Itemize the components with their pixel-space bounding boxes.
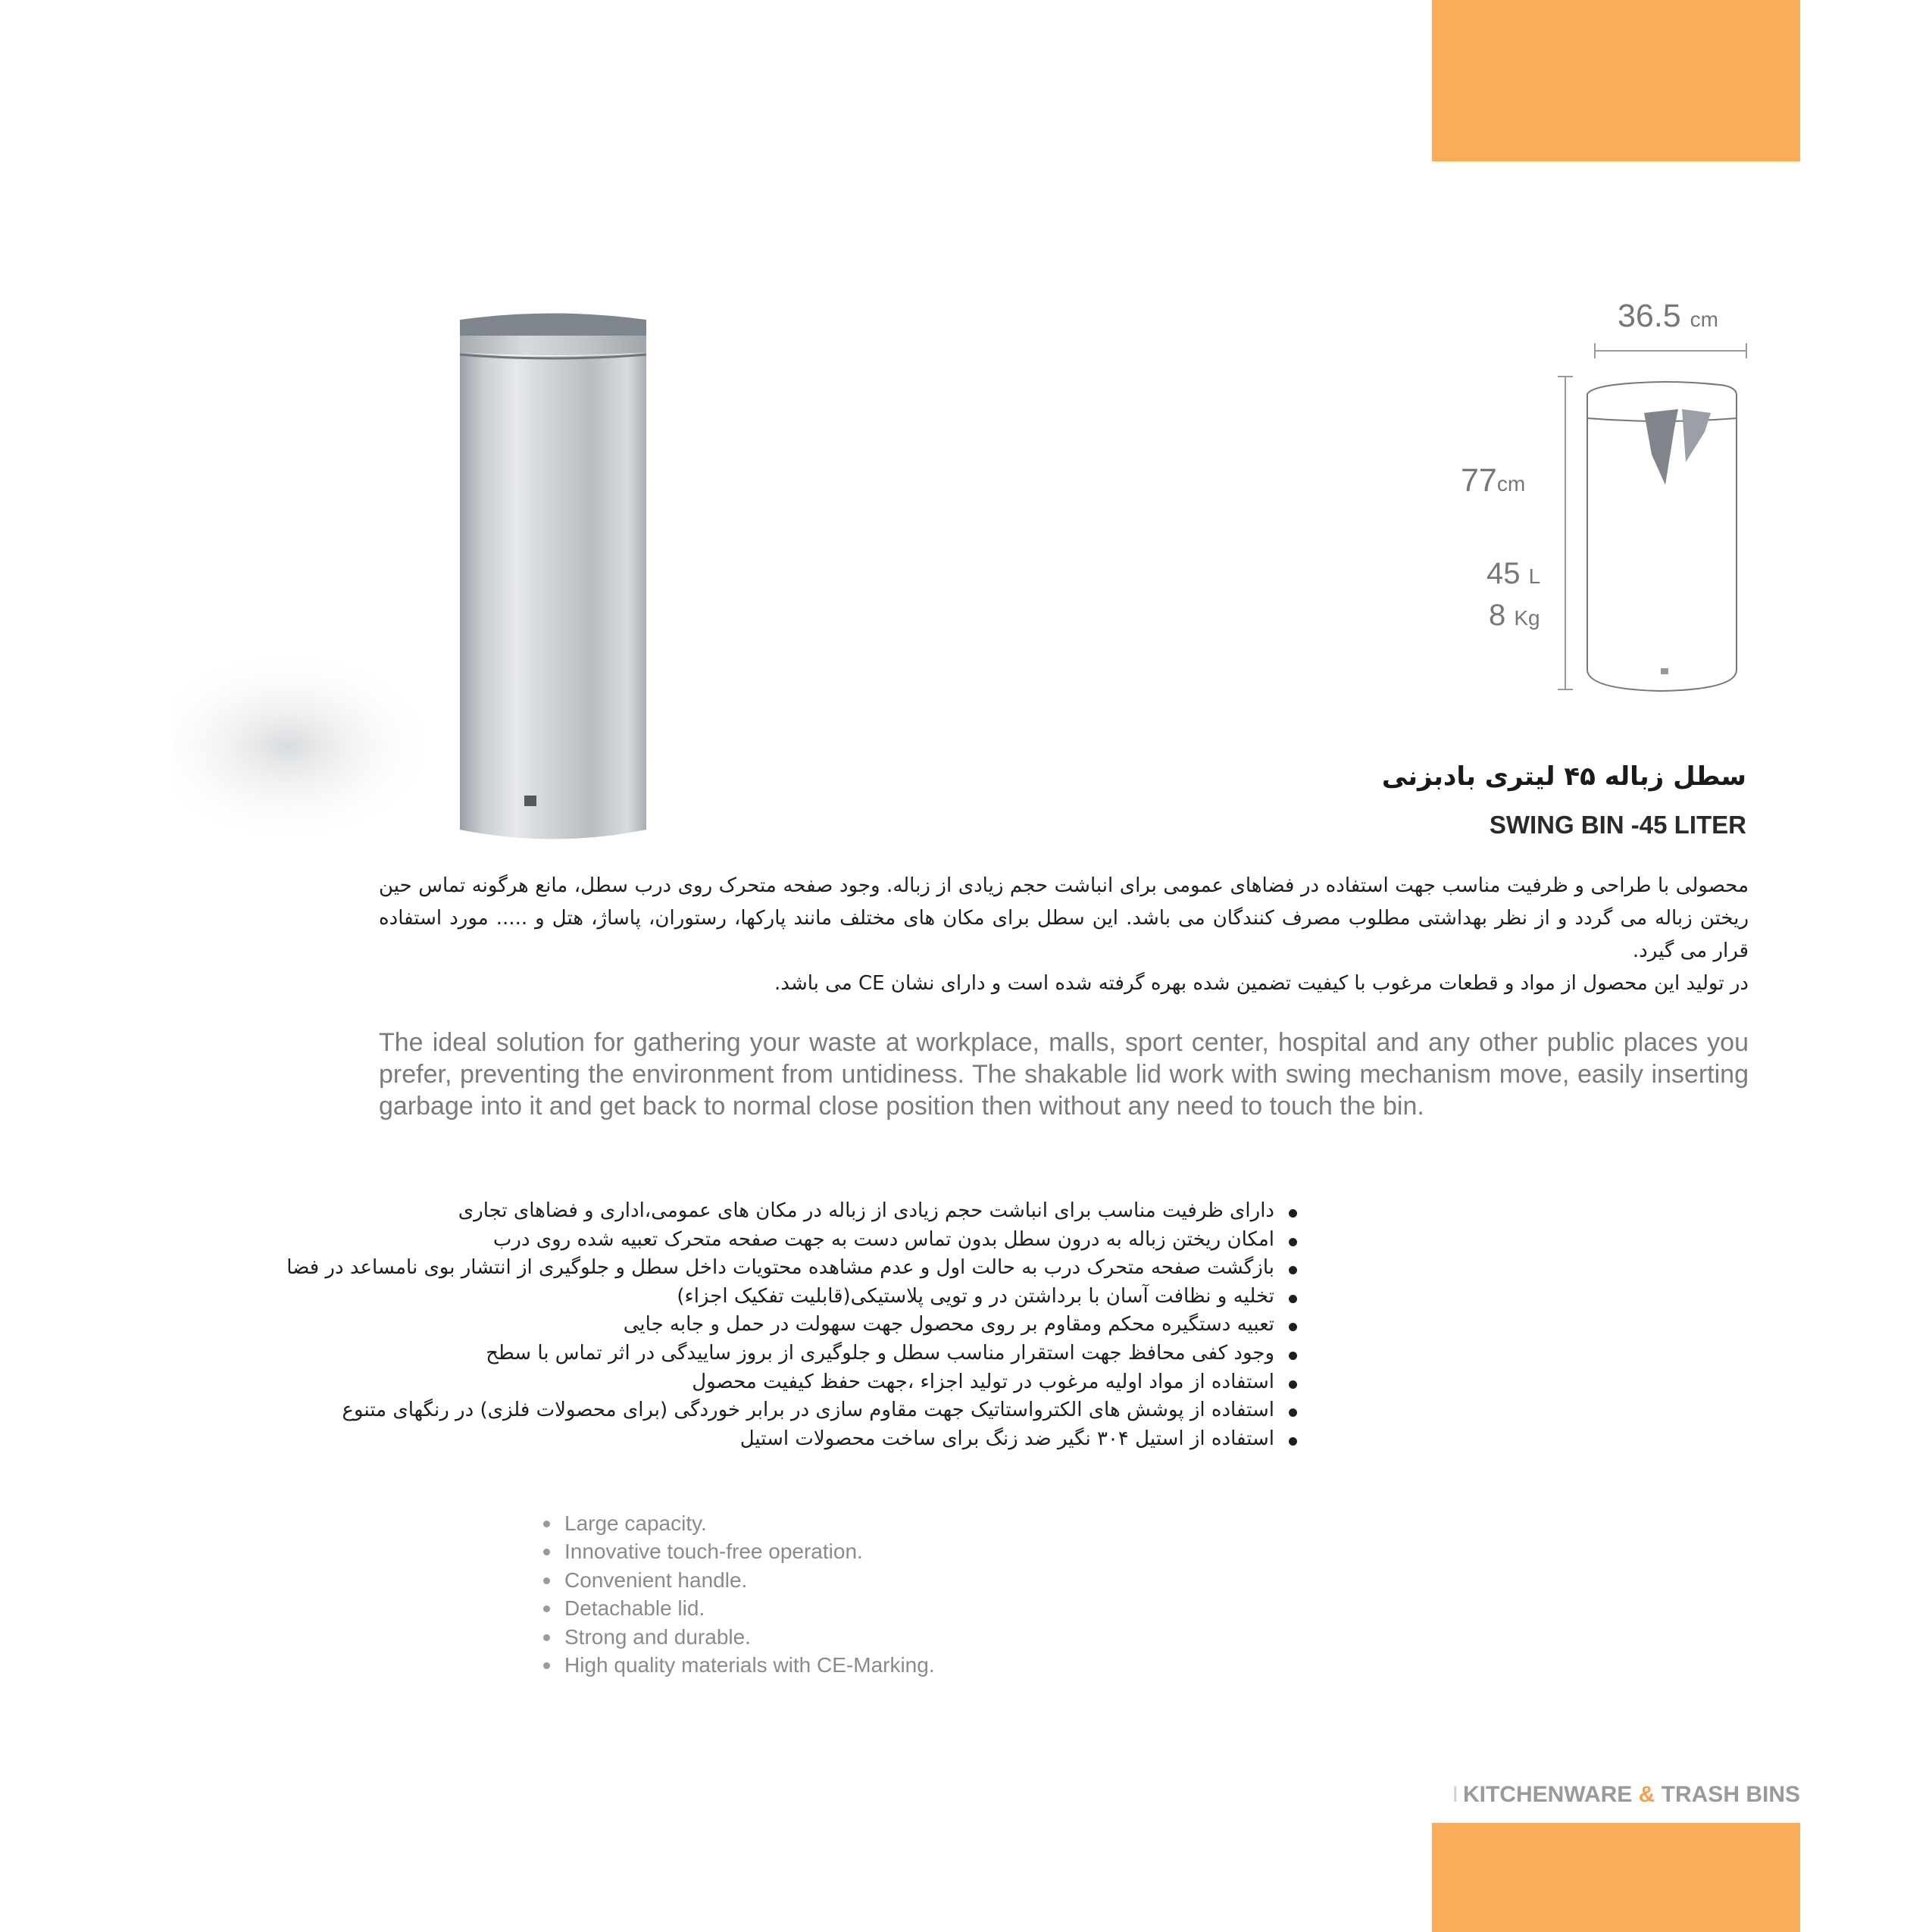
- feature-item-fa: استفاده از مواد اولیه مرغوب در تولید اجزاء ،جهت حفظ کیفیت محصول: [312, 1368, 1297, 1397]
- height-dimension: 77cm: [1461, 462, 1526, 499]
- features-list-fa: [286, 1197, 1297, 1453]
- feature-item-en: Detachable lid.: [540, 1594, 935, 1622]
- description-fa: [379, 870, 1749, 1000]
- feature-item-fa: وجود کفی محافظ جهت استقرار مناسب سطل و جلوگیری از بروز ساییدگی در اثر تماس با سطح: [312, 1340, 1297, 1368]
- description-fa-paragraph: محصولی با طراحی و ظرفیت مناسب جهت استفاده در فضاهای عمومی برای انباشت حجم زیادی از زباله. وجود صفحه متحرک روی درب سطل، مانع هرگونه تماس حین ریختن زباله می گردد و از نظر بهداشتی مطلوب مصرف کنندگان می باشد. این سطل برای مکان های مختلف مانند پارکها، رستوران، پاساژ، هتل و ..... مورد استفاده قرار می گیرد.: [379, 874, 1749, 962]
- features-list-en: [540, 1509, 935, 1679]
- volume-spec: 45 L: [1487, 557, 1541, 590]
- feature-item-fa: تخلیه و نظافت آسان با برداشتن در و تویی پلاستیکی(قابلیت تفکیک اجزاء): [312, 1283, 1297, 1311]
- feature-item-fa: استفاده از پوشش های الکترواستاتیک جهت مقاوم سازی در برابر خوردگی (برای محصولات فلزی) در رنگهای متنوع: [312, 1396, 1297, 1425]
- width-dimension: 36.5 cm: [1618, 298, 1718, 334]
- feature-item-en: Convenient handle.: [540, 1566, 935, 1594]
- weight-spec: 8 Kg: [1489, 599, 1540, 632]
- feature-item-en: High quality materials with CE-Marking.: [540, 1651, 935, 1679]
- product-title-en: SWING BIN -45 LITER: [1489, 811, 1746, 839]
- trash-bin-photo: [174, 299, 750, 875]
- feature-item-en: Strong and durable.: [540, 1623, 935, 1651]
- trash-bin-outline-drawing: [1424, 295, 1773, 705]
- product-title-fa: سطل زباله ۴۵ لیتری بادبزنی: [1381, 761, 1746, 792]
- description-en: The ideal solution for gathering your waste at workplace, malls, sport center, hospital and any other public places you prefer, preventing the environment from untidiness. The shakable lid work with swing mechanism move, easily inserting garbage into it and get back to normal close position then without any need to touch the bin.: [379, 1028, 1749, 1121]
- description-fa-paragraph: در تولید این محصول از مواد و قطعات مرغوب با کیفیت تضمین شده بهره گرفته شده است و دارای نشان CE می باشد.: [774, 972, 1749, 995]
- feature-item-fa: دارای ظرفیت مناسب برای انباشت حجم زیادی از زباله در مکان های عمومی،اداری و فضاهای تجاری: [312, 1197, 1297, 1226]
- feature-item-en: Large capacity.: [540, 1509, 935, 1537]
- bottom-accent-block: [1432, 1823, 1800, 1932]
- footer-section-label: I KITCHENWARE & TRASH BINS: [1452, 1782, 1800, 1807]
- feature-item-fa: استفاده از استیل ۳۰۴ نگیر ضد زنگ برای ساخت محصولات استیل: [312, 1425, 1297, 1454]
- top-accent-block: [1432, 0, 1800, 161]
- feature-item-fa: بازگشت صفحه متحرک درب به حالت اول و عدم مشاهده محتویات داخل سطل و جلوگیری از انتشار بوی نامساعد در فضا: [312, 1254, 1297, 1283]
- feature-item-fa: امکان ریختن زباله به درون سطل بدون تماس دست به جهت صفحه متحرک تعبیه شده روی درب: [312, 1226, 1297, 1255]
- feature-item-en: Innovative touch-free operation.: [540, 1537, 935, 1565]
- feature-item-fa: تعبیه دستگیره محکم ومقاوم بر روی محصول جهت سهولت در حمل و جابه جایی: [312, 1311, 1297, 1340]
